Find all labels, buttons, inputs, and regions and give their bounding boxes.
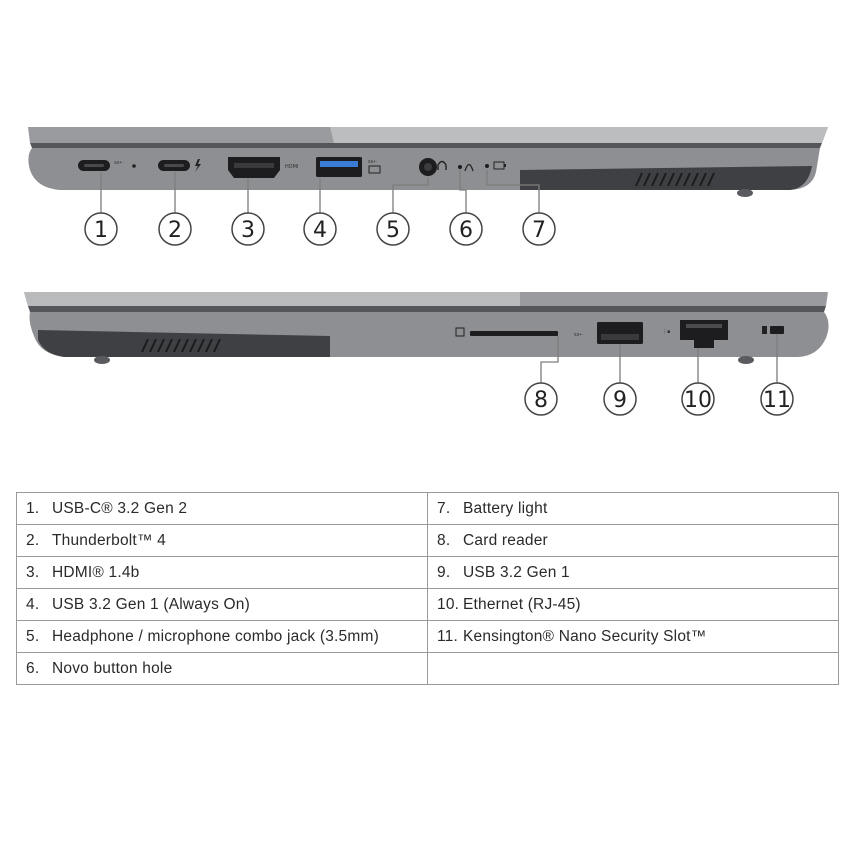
legend-cell — [17, 557, 428, 589]
ethernet-contacts — [686, 324, 722, 328]
lid-edge — [30, 143, 822, 148]
callout-6 — [450, 213, 482, 245]
legend-number: 11. — [437, 627, 458, 645]
hdmi-port-contacts — [234, 163, 274, 168]
legend-text: Kensington® Nano Security Slot™ — [463, 627, 707, 645]
legend-cell — [17, 493, 428, 525]
lock-icon — [762, 326, 767, 334]
table-row — [17, 557, 839, 589]
rubber-foot — [94, 356, 110, 364]
legend-number: 4. — [26, 595, 40, 613]
card-reader-slot — [470, 331, 558, 336]
callout-number: 3 — [241, 218, 255, 243]
legend-text: HDMI® 1.4b — [52, 563, 140, 581]
lid-highlight — [330, 127, 828, 143]
left-side-view — [28, 127, 828, 245]
legend-number: 7. — [437, 499, 451, 517]
legend-cell — [428, 493, 839, 525]
legend-cell — [428, 621, 839, 653]
legend-cell — [17, 653, 428, 685]
rubber-foot — [737, 189, 753, 197]
legend-cell — [428, 557, 839, 589]
legend-cell — [428, 589, 839, 621]
legend-text: USB 3.2 Gen 1 — [463, 563, 570, 581]
usb-ss-logo-icon: ss⇠ — [574, 332, 584, 338]
callout-3 — [232, 213, 264, 245]
table-row — [17, 525, 839, 557]
usb-ss-logo-icon: ss⇠ — [368, 159, 378, 165]
base-dark-band — [520, 166, 812, 190]
callout-7 — [523, 213, 555, 245]
table-row — [17, 589, 839, 621]
thunderbolt-port-tongue — [164, 164, 184, 167]
callout-9 — [604, 383, 636, 415]
legend-text: USB 3.2 Gen 1 (Always On) — [52, 595, 250, 613]
rubber-foot — [738, 356, 754, 364]
usb-c-port-tongue — [84, 164, 104, 167]
callout-4 — [304, 213, 336, 245]
callout-5 — [377, 213, 409, 245]
legend-number: 1. — [26, 499, 40, 517]
battery-light-icon — [485, 164, 489, 168]
legend-text: USB-C® 3.2 Gen 2 — [52, 499, 188, 517]
legend-cell — [17, 525, 428, 557]
legend-cell — [428, 653, 839, 685]
callout-number: 10 — [684, 388, 712, 413]
legend-number: 10. — [437, 595, 460, 613]
legend-cell — [428, 525, 839, 557]
ports-legend-table — [16, 492, 839, 685]
legend-text: Thunderbolt™ 4 — [52, 531, 166, 549]
callout-number: 4 — [313, 218, 327, 243]
callout-number: 6 — [459, 218, 473, 243]
callout-number: 2 — [168, 218, 182, 243]
table-row — [17, 653, 839, 685]
callout-2 — [159, 213, 191, 245]
audio-jack-hole — [424, 163, 432, 171]
legend-text: Battery light — [463, 499, 548, 517]
legend-number: 3. — [26, 563, 40, 581]
callout-number: 9 — [613, 388, 627, 413]
legend-number: 2. — [26, 531, 40, 549]
table-row — [17, 493, 839, 525]
callout-11 — [761, 383, 793, 415]
legend-number: 9. — [437, 563, 451, 581]
legend-text: Ethernet (RJ-45) — [463, 595, 581, 613]
legend-text: Headphone / microphone combo jack (3.5mm) — [52, 627, 379, 645]
callout-1 — [85, 213, 117, 245]
lid-highlight — [24, 292, 520, 306]
callout-8 — [525, 383, 557, 415]
usb-a-port-tongue — [320, 161, 358, 167]
lid-edge — [28, 306, 826, 312]
charge-indicator-icon — [132, 164, 136, 168]
kensington-slot-icon — [770, 326, 784, 334]
novo-button-hole-icon — [458, 165, 462, 169]
callout-number: 7 — [532, 218, 546, 243]
usb-ss-logo-icon: ss⇠ — [114, 160, 124, 166]
legend-cell — [17, 589, 428, 621]
battery-icon-tip — [504, 164, 506, 167]
legend-cell — [17, 621, 428, 653]
callout-number: 8 — [534, 388, 548, 413]
right-side-view — [24, 292, 829, 415]
legend-text: Card reader — [463, 531, 548, 549]
callout-10 — [682, 383, 714, 415]
legend-text: Novo button hole — [52, 659, 173, 677]
usb-a-port-icon — [597, 322, 643, 344]
usb-a-port-tongue — [601, 334, 639, 340]
legend-number: 5. — [26, 627, 40, 645]
callout-number: 11 — [763, 388, 791, 413]
hdmi-logo-icon: HDMI — [285, 164, 299, 170]
callout-number: 5 — [386, 218, 400, 243]
network-icon: ⋮▪ — [662, 329, 671, 335]
callout-number: 1 — [94, 218, 108, 243]
legend-number: 6. — [26, 659, 40, 677]
table-row — [17, 621, 839, 653]
legend-number: 8. — [437, 531, 451, 549]
